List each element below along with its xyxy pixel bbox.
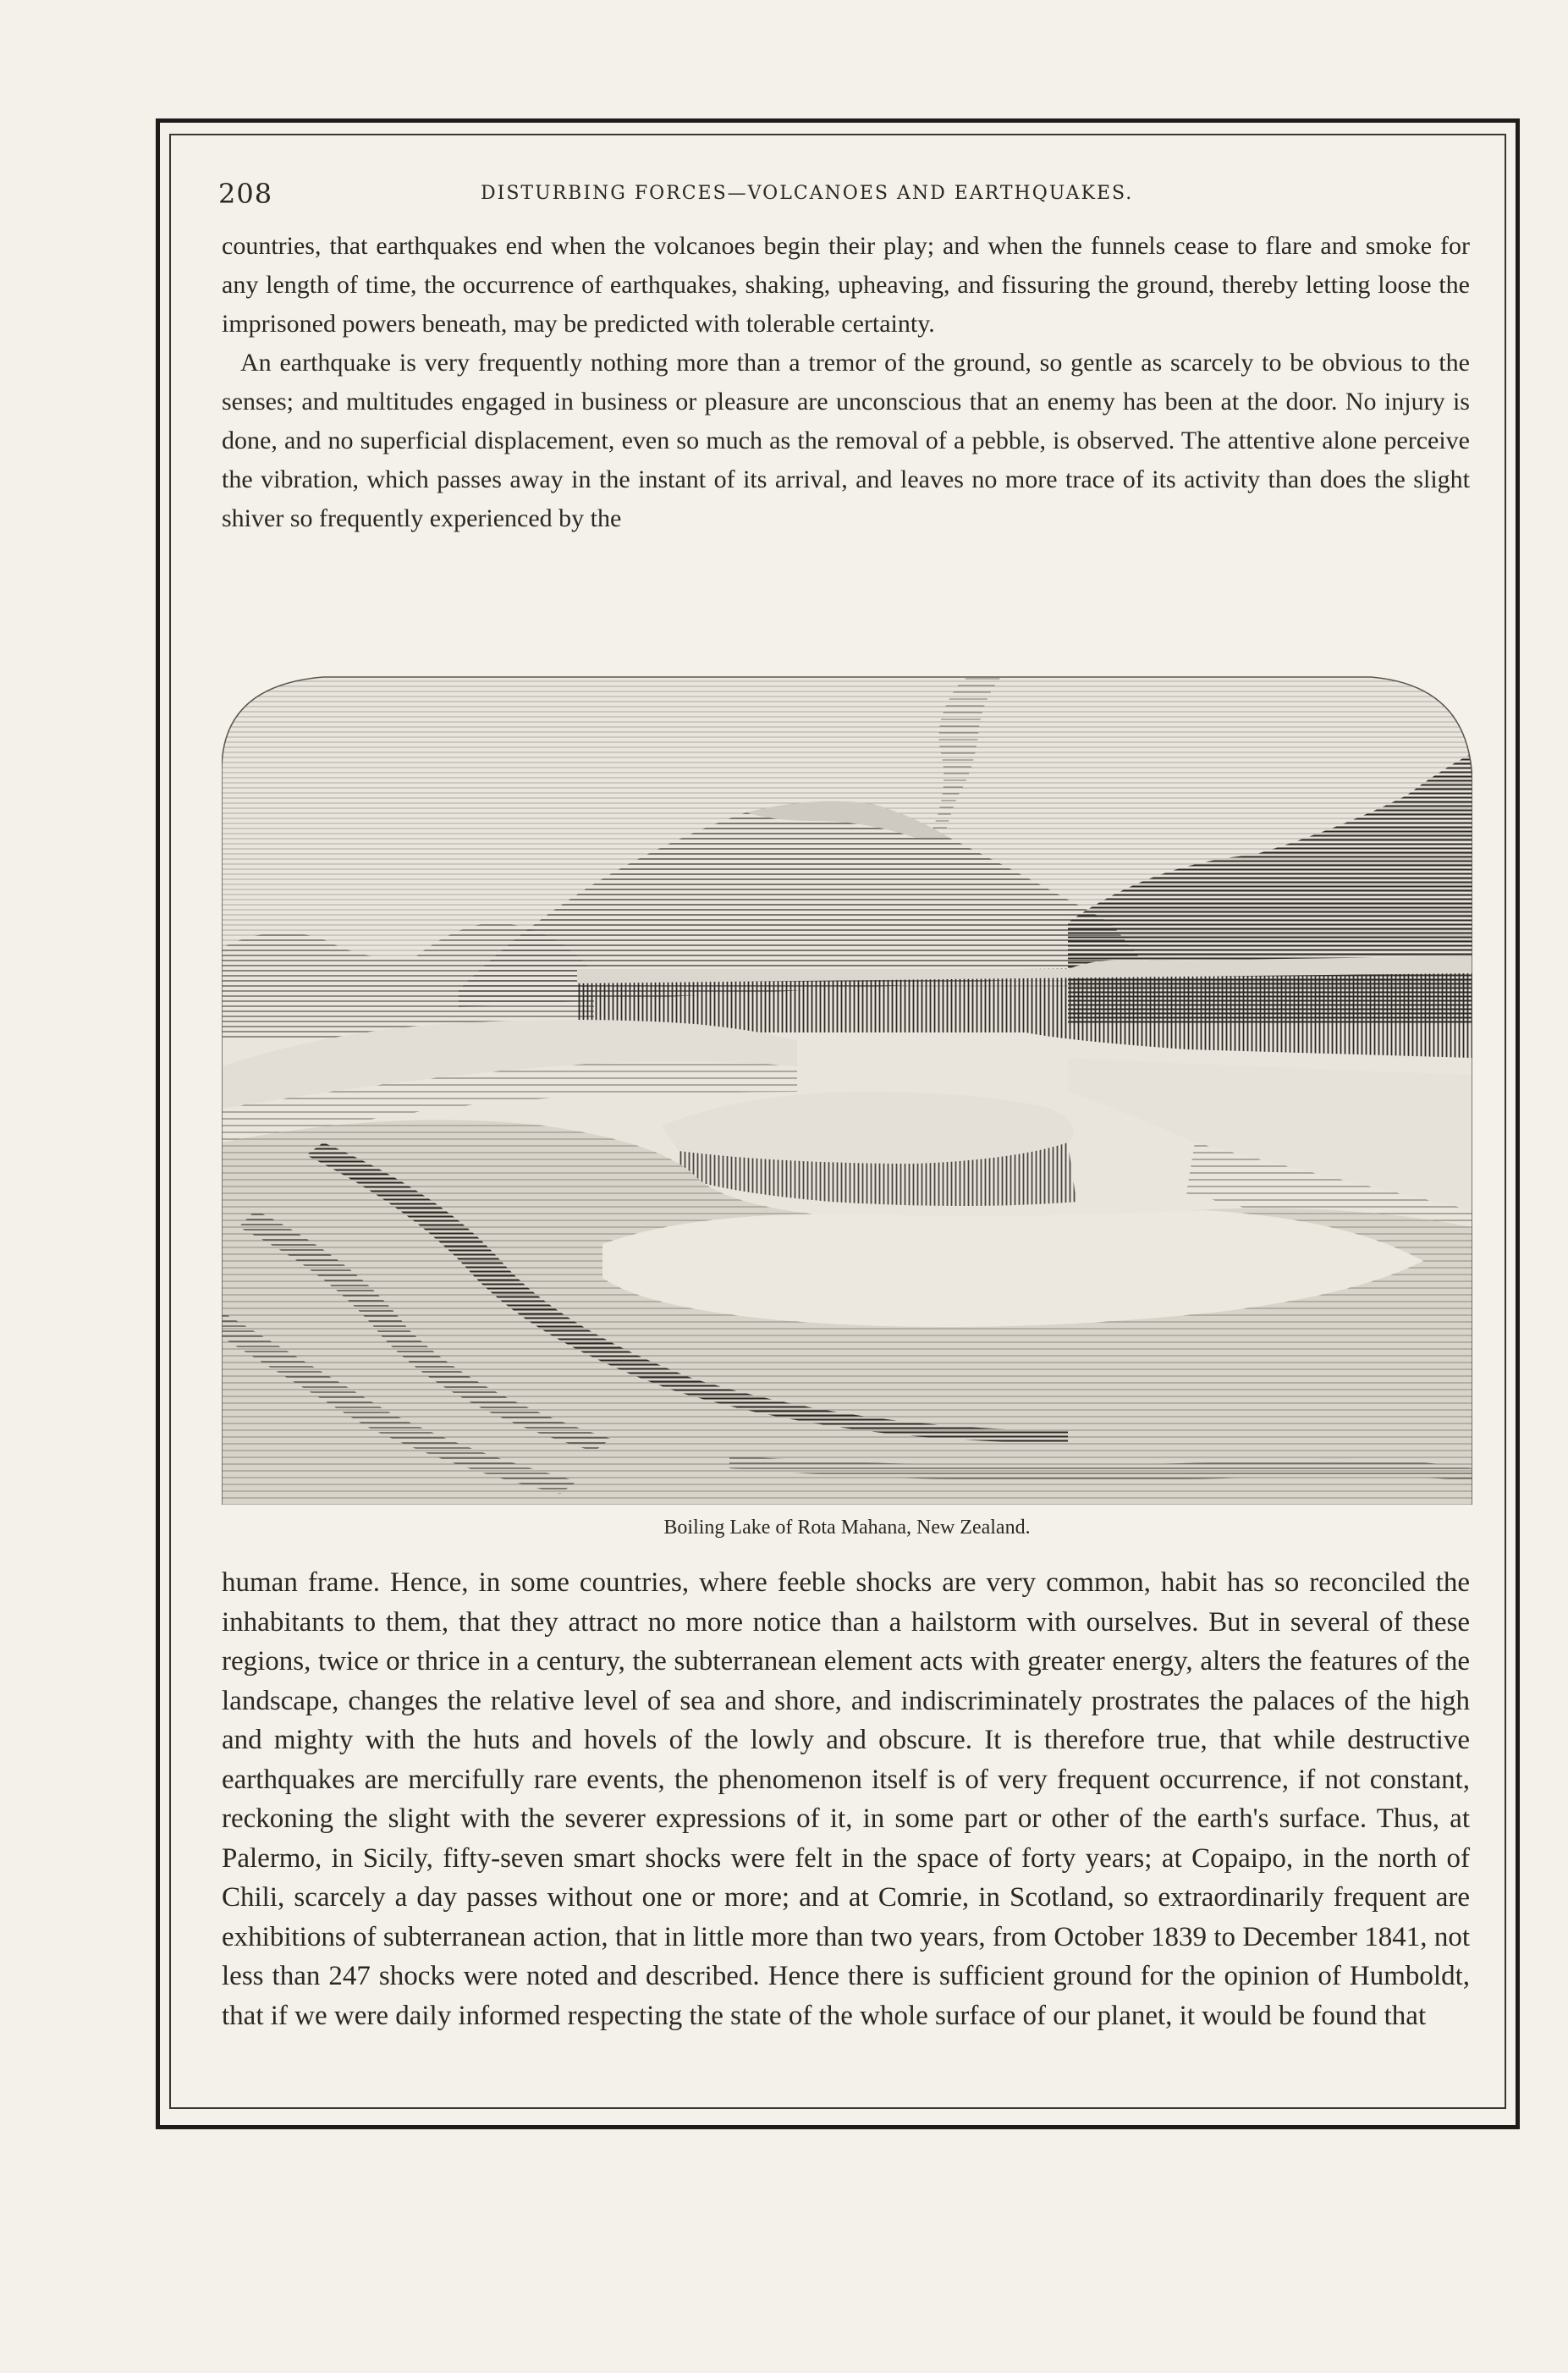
body-text-bottom <box>222 1563 1470 2035</box>
engraving-illustration <box>222 669 1472 1505</box>
page-number: 208 <box>218 178 273 210</box>
page-header <box>218 178 1471 212</box>
paragraph: human frame. Hence, in some countries, where feeble shocks are very common, habit has so reconciled the inhabitants to them, that they attract no more notice than a hailstorm with ourselves. But in several of these regions, twice or thrice in a century, the subterranean element acts with greater energy, alters the features of the landscape, changes the relative level of sea and shore, and indiscriminately prostrates the palaces of the high and mighty with the huts and hovels of the lowly and obscure. It is therefore true, that while destructive earthquakes are mercifully rare events, the phenomenon itself is of very frequent occurrence, if not constant, reckoning the slight with the severer expressions of it, in some part or other of the earth's surface. Thus, at Palermo, in Sicily, fifty-seven smart shocks were felt in the space of forty years; at Copaipo, in the north of Chili, scarcely a day passes without one or more; and at Comrie, in Scotland, so extraordinarily frequent are exhibitions of subterranean action, that in little more than two years, from October 1839 to December 1841, not less than 247 shocks were noted and described. Hence there is sufficient ground for the opinion of Humboldt, that if we were daily informed respecting the state of the whole surface of our planet, it would be found that <box>222 1567 1470 2031</box>
running-head: DISTURBING FORCES—VOLCANOES AND EARTHQUAKES. <box>481 183 1134 204</box>
paragraph: countries, that earthquakes end when the volcanoes begin their play; and when the funnels cease to flare and smoke for any length of time, the occurrence of earthquakes, shaking, upheaving, and fissuring the ground, thereby letting loose the imprisoned powers beneath, may be predicted with tolerable certainty. <box>222 232 1470 338</box>
figure-caption: Boiling Lake of Rota Mahana, New Zealand. <box>663 1517 1031 1539</box>
body-text-top <box>222 227 1470 538</box>
paragraph: An earthquake is very frequently nothing more than a tremor of the ground, so gentle as scarcely to be obvious to the senses; and multitudes engaged in business or pleasure are unconscious that an enemy has been at the door. No injury is done, and no superficial displacement, even so much as the removal of a pebble, is observed. The attentive alone perceive the vibration, which passes away in the instant of its arrival, and leaves no more trace of its activity than does the slight shiver so frequently experienced by the <box>222 349 1470 532</box>
